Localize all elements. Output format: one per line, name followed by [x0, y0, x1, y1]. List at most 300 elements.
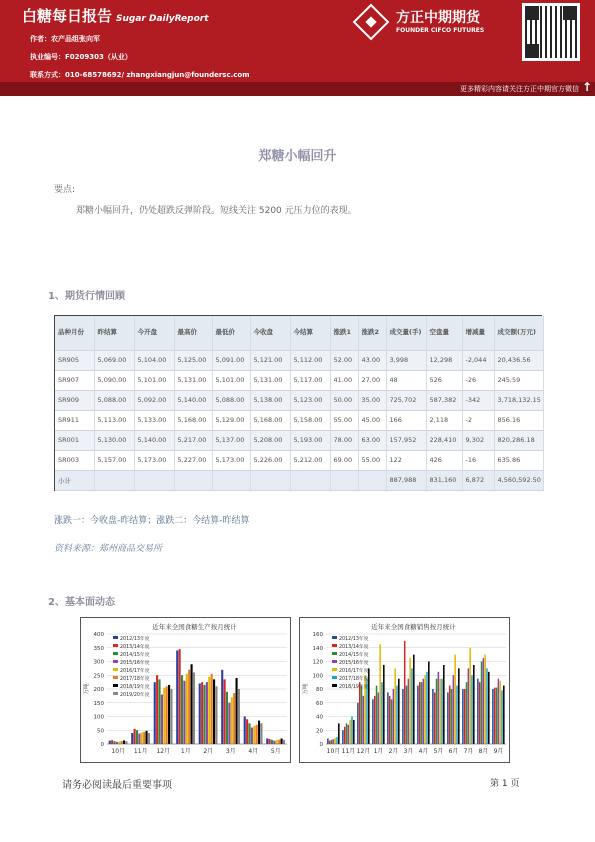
bar	[188, 670, 190, 744]
table-header-cell: 成交额(万元)	[494, 316, 543, 350]
legend-label: 2015/16年度	[120, 661, 150, 666]
bar	[357, 703, 359, 744]
bar	[183, 681, 185, 744]
table-cell: 6,872	[462, 470, 494, 490]
legend-swatch	[332, 676, 337, 679]
y-tick-label: 60	[316, 700, 323, 707]
bar	[419, 682, 421, 744]
bar	[156, 675, 158, 744]
legend-swatch	[332, 668, 337, 671]
table-cell: 245.59	[494, 370, 543, 390]
chart-title: 近年来全国食糖销售按月统计	[371, 623, 456, 631]
table-cell: 5,088.00	[212, 390, 250, 410]
bar	[349, 720, 351, 744]
bar	[278, 740, 280, 744]
table-header-cell: 今结算	[290, 316, 330, 350]
report-title-cn: 白糖每日报告	[22, 7, 113, 25]
y-tick-label: 140	[312, 645, 323, 652]
y-tick-label: 160	[312, 632, 323, 638]
table-cell: 5,125.00	[174, 350, 212, 370]
table-cell: 157,952	[386, 430, 426, 450]
bar	[424, 675, 426, 744]
table-row	[55, 350, 543, 370]
table-cell: 50.00	[330, 390, 358, 410]
legend-label: 2018/19年度	[339, 685, 369, 690]
bar	[411, 668, 413, 744]
table-cell: 228,410	[426, 430, 462, 450]
bar	[471, 675, 473, 744]
y-tick-label: 80	[316, 687, 323, 693]
bar	[488, 672, 490, 744]
table-header-cell: 空盘量	[426, 316, 462, 350]
table-cell: 5,157.00	[94, 450, 134, 470]
bar	[389, 696, 391, 744]
follow-note: 更多精彩内容请关注方正中期官方微信	[460, 85, 579, 93]
table-cell: SR909	[55, 390, 94, 410]
table-cell: 48	[386, 370, 426, 390]
bar	[333, 739, 335, 744]
bar	[118, 742, 120, 744]
table-cell	[330, 470, 358, 490]
table-cell: 5,133.00	[134, 410, 174, 430]
bar	[233, 693, 235, 744]
bar	[396, 686, 398, 744]
legend-swatch	[113, 636, 118, 639]
bar	[256, 725, 258, 744]
table-total-row	[55, 470, 543, 490]
bar	[136, 730, 138, 744]
bar	[498, 679, 500, 744]
x-tick-label: 4月	[248, 748, 259, 755]
bar	[208, 677, 210, 744]
table-cell: 5,217.00	[174, 430, 212, 450]
bar	[499, 681, 501, 744]
table-cell: 52.00	[330, 350, 358, 370]
legend-swatch	[332, 660, 337, 663]
table-row	[55, 370, 543, 390]
y-axis-label: 万吨	[303, 683, 309, 695]
bar	[166, 686, 168, 744]
table-header-cell: 最低价	[212, 316, 250, 350]
key-points-label: 要点:	[54, 185, 76, 195]
x-tick-label: 1月	[180, 748, 191, 755]
table-cell: 122	[386, 450, 426, 470]
table-header-cell: 涨跌1	[330, 316, 358, 350]
table-header-cell: 今收盘	[250, 316, 290, 350]
x-tick-label: 3月	[403, 748, 414, 755]
bar	[186, 674, 188, 744]
bar	[477, 679, 479, 744]
y-tick-label: 0	[319, 742, 323, 748]
table-cell	[250, 470, 290, 490]
table-cell: 5,130.00	[94, 430, 134, 450]
y-tick-label: 40	[316, 714, 323, 721]
y-tick-label: 100	[312, 673, 323, 680]
table-cell: 45.00	[358, 410, 386, 430]
bar	[426, 672, 428, 744]
futures-table	[54, 315, 542, 491]
bar	[484, 655, 486, 744]
bar	[211, 674, 213, 744]
bar	[421, 682, 423, 744]
bar	[473, 665, 475, 744]
footer-disclaimer-note: 请务必阅读最后重要事项	[62, 780, 172, 791]
legend-label: 2015/16年度	[339, 661, 369, 666]
bar	[409, 658, 411, 744]
bar	[342, 730, 344, 744]
bar	[417, 686, 419, 744]
bar	[391, 699, 393, 744]
table-cell: -2,044	[462, 350, 494, 370]
bar	[496, 688, 498, 744]
bar	[413, 655, 415, 744]
bar	[494, 688, 496, 744]
table-cell: 166	[386, 410, 426, 430]
bar	[406, 686, 408, 744]
y-axis-label: 万吨	[84, 683, 90, 695]
report-title	[22, 5, 209, 26]
table-cell: 5,113.00	[94, 410, 134, 430]
chart-svg-production	[81, 618, 292, 764]
logo-text-en: FOUNDER CIFCO FUTURES	[396, 27, 485, 34]
bar	[483, 658, 485, 744]
bar	[281, 739, 283, 745]
bar	[176, 651, 178, 745]
y-tick-label: 50	[97, 728, 104, 735]
bar	[111, 740, 113, 744]
bar	[158, 679, 160, 744]
legend-swatch	[332, 636, 337, 639]
bar	[462, 689, 464, 744]
bar	[238, 689, 240, 744]
x-tick-label: 10月	[111, 748, 126, 755]
report-header	[0, 0, 595, 96]
table-cell: 5,090.00	[94, 370, 134, 390]
y-tick-label: 300	[93, 659, 104, 666]
table-cell: 78.00	[330, 430, 358, 450]
table-cell: 5,193.00	[290, 430, 330, 450]
table-cell: 5,104.00	[134, 350, 174, 370]
legend-label: 2014/15年度	[339, 653, 369, 658]
bar	[146, 731, 148, 744]
table-cell: 3,718,132.15	[494, 390, 543, 410]
table-cell: SR003	[55, 450, 94, 470]
x-tick-label: 2月	[388, 748, 399, 755]
bar	[143, 732, 145, 744]
legend-swatch	[113, 644, 118, 647]
table-cell: 5,088.00	[94, 390, 134, 410]
bar	[236, 678, 238, 744]
bar	[439, 679, 441, 744]
table-header-cell: 品种月份	[55, 316, 94, 350]
table-cell: 55.00	[358, 450, 386, 470]
bar	[393, 689, 395, 744]
bar	[378, 692, 380, 744]
bar	[464, 689, 466, 744]
y-tick-label: 400	[93, 632, 104, 638]
x-tick-label: 8月	[478, 748, 489, 755]
bar	[351, 717, 353, 745]
bar	[348, 725, 350, 744]
bar	[161, 695, 163, 745]
bar	[453, 675, 455, 744]
table-header-cell: 昨结算	[94, 316, 134, 350]
bar	[359, 682, 361, 744]
bar	[251, 728, 253, 745]
bar	[191, 664, 193, 744]
legend-label: 2014/15年度	[120, 653, 150, 658]
bar	[269, 739, 271, 744]
bar	[224, 679, 226, 744]
bar	[213, 679, 215, 744]
bar	[253, 726, 255, 744]
table-cell: 526	[426, 370, 462, 390]
table-header-cell: 涨跌2	[358, 316, 386, 350]
bar	[363, 696, 365, 744]
bar	[492, 689, 494, 744]
y-tick-label: 200	[93, 687, 104, 693]
bar	[408, 679, 410, 744]
bar	[456, 686, 458, 744]
bar	[503, 686, 505, 744]
x-tick-label: 5月	[270, 748, 281, 755]
legend-label: 2017/18年度	[120, 677, 150, 682]
bar	[443, 665, 445, 744]
table-cell: 41.00	[330, 370, 358, 390]
table-cell: 820,286.18	[494, 430, 543, 450]
table-header-cell: 今开盘	[134, 316, 174, 350]
bar	[432, 689, 434, 744]
bar	[383, 665, 385, 744]
bar	[353, 720, 355, 744]
sugar-sales-chart	[299, 617, 510, 763]
bar	[258, 721, 260, 744]
bar	[402, 689, 404, 744]
table-header-cell: 增减量	[462, 316, 494, 350]
bar	[134, 729, 136, 744]
bar	[469, 648, 471, 744]
table-cell: -2	[462, 410, 494, 430]
table-row	[55, 410, 543, 430]
table-cell: 5,123.00	[290, 390, 330, 410]
table-cell: 5,101.00	[134, 370, 174, 390]
x-tick-label: 11月	[133, 748, 148, 755]
legend-label: 2018/19年度	[120, 685, 150, 690]
table-cell	[134, 470, 174, 490]
bar	[441, 679, 443, 744]
bar	[154, 682, 156, 744]
bar	[181, 675, 183, 744]
sugar-production-chart	[80, 617, 291, 763]
table-cell: 5,121.00	[250, 350, 290, 370]
table-cell: 5,137.00	[212, 430, 250, 450]
bar	[121, 741, 123, 744]
bar	[344, 727, 346, 744]
table-cell: SR907	[55, 370, 94, 390]
bar	[346, 723, 348, 744]
table-cell: SR001	[55, 430, 94, 450]
bar	[246, 719, 248, 744]
x-tick-label: 9月	[493, 748, 504, 755]
table-cell: 5,140.00	[134, 430, 174, 450]
table-row	[55, 430, 543, 450]
table-cell: 5,173.00	[134, 450, 174, 470]
legend-swatch	[113, 652, 118, 655]
bar	[148, 733, 150, 744]
legend-swatch	[113, 668, 118, 671]
table-cell: 5,112.00	[290, 350, 330, 370]
bar	[331, 740, 333, 744]
bar	[201, 682, 203, 744]
bar	[428, 662, 430, 745]
x-tick-label: 10月	[326, 748, 341, 755]
bar	[266, 739, 268, 745]
logo-text-cn: 方正中期期货	[396, 10, 480, 26]
bar	[449, 686, 451, 744]
legend-swatch	[113, 676, 118, 679]
table-cell: 5,173.00	[212, 450, 250, 470]
bar	[193, 673, 195, 745]
bar	[113, 741, 115, 744]
bar	[398, 679, 400, 744]
bar	[423, 679, 425, 744]
bar	[361, 686, 363, 744]
bar	[458, 668, 460, 744]
bar	[338, 723, 340, 744]
arrow-up-icon: ↑	[581, 80, 592, 94]
bar	[271, 740, 273, 744]
bar	[109, 741, 111, 744]
bar	[334, 738, 336, 744]
table-cell: 5,168.00	[250, 410, 290, 430]
bar	[248, 723, 250, 744]
bar	[123, 740, 125, 744]
bar	[454, 655, 456, 744]
table-cell: 12,298	[426, 350, 462, 370]
bar	[387, 692, 389, 744]
table-cell: 831,160	[426, 470, 462, 490]
table-cell: 9,302	[462, 430, 494, 450]
table-cell: 2,118	[426, 410, 462, 430]
bar	[379, 644, 381, 744]
bar	[228, 703, 230, 744]
x-tick-label: 12月	[156, 748, 171, 755]
legend-label: 2016/17年度	[120, 669, 150, 674]
x-tick-label: 4月	[418, 748, 429, 755]
legend-label: 2013/14年度	[120, 645, 150, 650]
report-title-en: Sugar DailyReport	[116, 14, 209, 24]
bar	[260, 723, 262, 744]
table-cell: 43.00	[358, 350, 386, 370]
page-number: 第 1 页	[490, 779, 520, 789]
qr-code-icon[interactable]	[522, 3, 580, 61]
table-cell: 5,131.00	[250, 370, 290, 390]
bar	[179, 649, 181, 744]
bar	[447, 692, 449, 744]
table-cell	[358, 470, 386, 490]
x-tick-label: 2月	[203, 748, 214, 755]
bar	[203, 685, 205, 744]
table-cell: 5,226.00	[250, 450, 290, 470]
contact-line[interactable]: 联系方式：010-68578692/ zhangxiangjun@foundersc.com	[30, 71, 250, 79]
table-cell: -16	[462, 450, 494, 470]
bar	[451, 689, 453, 744]
bar	[141, 732, 143, 744]
table-cell: 27.00	[358, 370, 386, 390]
x-tick-label: 3月	[225, 748, 236, 755]
bar	[501, 690, 503, 744]
bar	[468, 668, 470, 744]
table-cell: -26	[462, 370, 494, 390]
table-cell: 856.16	[494, 410, 543, 430]
y-tick-label: 0	[100, 742, 104, 748]
x-tick-label: 11月	[341, 748, 356, 755]
legend-swatch	[113, 692, 118, 695]
bar	[131, 733, 133, 744]
x-tick-label: 12月	[356, 748, 371, 755]
x-tick-label: 7月	[463, 748, 474, 755]
x-tick-label: 1月	[373, 748, 384, 755]
bar	[372, 699, 374, 744]
bar	[404, 641, 406, 744]
bar	[206, 682, 208, 744]
bar	[438, 672, 440, 744]
section-title-fundamentals: 2、基本面动态	[48, 597, 115, 608]
legend-label: 2012/13年度	[120, 637, 150, 642]
bar	[481, 662, 483, 745]
bar	[466, 682, 468, 744]
table-cell: 725,702	[386, 390, 426, 410]
bar	[479, 682, 481, 744]
legend-swatch	[113, 684, 118, 687]
author-line: 作者：农产品组张向军	[30, 35, 100, 43]
bar	[199, 684, 201, 745]
key-points-text: 郑糖小幅回升，仍处超跌反弹阶段。短线关注 5200 元压力位的表现。	[76, 206, 357, 216]
table-cell: 5,138.00	[250, 390, 290, 410]
table-cell: 5,069.00	[94, 350, 134, 370]
legend-label: 2012/13年度	[339, 637, 369, 642]
bar	[486, 668, 488, 744]
formula-note: 涨跌一：今收盘-昨结算；涨跌二：今结算-昨结算	[54, 516, 250, 526]
license-line: 执业编号：F0209303（从业）	[30, 53, 132, 61]
bar	[163, 688, 165, 744]
table-cell: 63.00	[358, 430, 386, 450]
table-row	[55, 450, 543, 470]
y-tick-label: 20	[316, 728, 323, 735]
bar	[170, 689, 172, 744]
table-cell: 635.86	[494, 450, 543, 470]
page-title: 郑糖小幅回升	[258, 149, 337, 164]
legend-label: 2013/14年度	[339, 645, 369, 650]
table-cell: 3,998	[386, 350, 426, 370]
table-cell: 5,168.00	[174, 410, 212, 430]
table-cell: -342	[462, 390, 494, 410]
bar	[394, 668, 396, 744]
y-tick-label: 250	[93, 673, 104, 680]
chart-svg-sales	[300, 618, 511, 764]
table-cell: 4,560,592.50	[494, 470, 543, 490]
bar	[138, 734, 140, 744]
bar	[436, 679, 438, 744]
data-source-note: 资料来源：郑州商品交易所	[54, 544, 163, 554]
section-title-market-review: 1、期货行情回顾	[48, 291, 125, 302]
table-cell: 426	[426, 450, 462, 470]
table-cell: 5,101.00	[212, 370, 250, 390]
table-cell: 小计	[55, 470, 94, 490]
table-cell: 5,092.00	[134, 390, 174, 410]
legend-label: 2019/20年度	[120, 693, 150, 698]
y-tick-label: 100	[93, 714, 104, 721]
